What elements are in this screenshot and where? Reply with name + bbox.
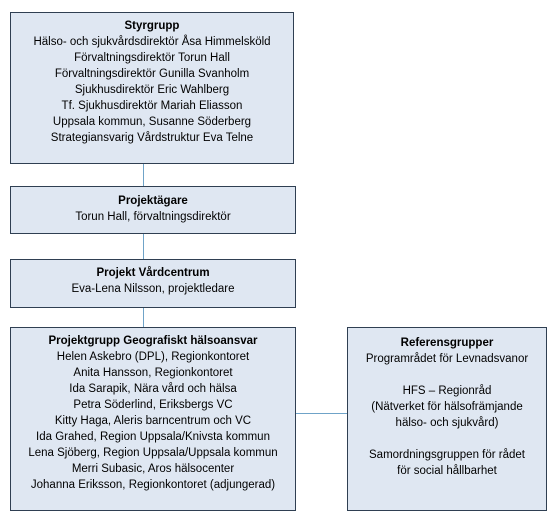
projektgrupp-member: Petra Söderlind, Eriksbergs VC — [73, 399, 233, 411]
styrgrupp-member: Strategiansvarig Vårdstruktur Eva Telne — [50, 132, 254, 144]
projektagare-line: Torun Hall, förvaltningsdirektör — [75, 211, 231, 223]
referens-spacer — [348, 367, 546, 383]
connector-projekt-projektgrupp — [143, 308, 144, 328]
referens-title: Referensgrupper — [400, 337, 494, 349]
referens-line: för social hållbarhet — [397, 465, 497, 477]
projekt-title: Projekt Vårdcentrum — [96, 267, 210, 279]
styrgrupp-member: Hälso- och sjukvårdsdirektör Åsa Himmelsköld — [33, 36, 271, 48]
projektgrupp-member: Kitty Haga, Aleris barncentrum och VC — [54, 415, 252, 427]
projektgrupp-member: Helen Askebro (DPL), Regionkontoret — [56, 351, 250, 363]
styrgrupp-box — [10, 12, 294, 164]
styrgrupp-member: Förvaltningsdirektör Gunilla Svanholm — [54, 68, 250, 80]
referens-spacer — [348, 431, 546, 447]
projekt-box — [10, 259, 296, 308]
connector-projektagare-projekt — [143, 234, 144, 260]
projektagare-title: Projektägare — [118, 195, 188, 207]
referens-line: HFS – Regionråd — [402, 385, 492, 397]
projektgrupp-member: Ida Grahed, Region Uppsala/Knivsta kommun — [36, 431, 270, 443]
styrgrupp-member: Sjukhusdirektör Eric Wahlberg — [74, 84, 230, 96]
styrgrupp-member: Tf. Sjukhusdirektör Mariah Eliasson — [61, 100, 243, 112]
projektgrupp-member: Ida Sarapik, Nära vård och hälsa — [69, 383, 237, 395]
projektgrupp-member: Lena Sjöberg, Region Uppsala/Uppsala kommun — [28, 447, 278, 459]
styrgrupp-title: Styrgrupp — [124, 20, 180, 32]
referens-line: Programrådet för Levnadsvanor — [365, 353, 529, 365]
referens-box — [347, 327, 547, 511]
styrgrupp-member: Förvaltningsdirektör Torun Hall — [74, 52, 230, 64]
projekt-line: Eva-Lena Nilsson, projektledare — [71, 283, 235, 295]
projektgrupp-box — [10, 327, 296, 511]
referens-line: hälso- och sjukvård) — [395, 417, 499, 429]
projektgrupp-member: Anita Hansson, Regionkontoret — [73, 367, 233, 379]
connector-projektgrupp-referens — [296, 413, 348, 414]
projektagare-box — [10, 186, 296, 234]
styrgrupp-member: Uppsala kommun, Susanne Söderberg — [52, 116, 252, 128]
referens-line: (Nätverket för hälsofrämjande — [371, 401, 523, 413]
connector-styrgrupp-projektagare — [143, 163, 144, 187]
projektgrupp-member: Johanna Eriksson, Regionkontoret (adjungerad) — [30, 479, 276, 491]
projektgrupp-title: Projektgrupp Geografiskt hälsoansvar — [48, 335, 258, 347]
projektgrupp-member: Merri Subasic, Aros hälsocenter — [71, 463, 235, 475]
referens-line: Samordningsgruppen för rådet — [369, 449, 525, 461]
